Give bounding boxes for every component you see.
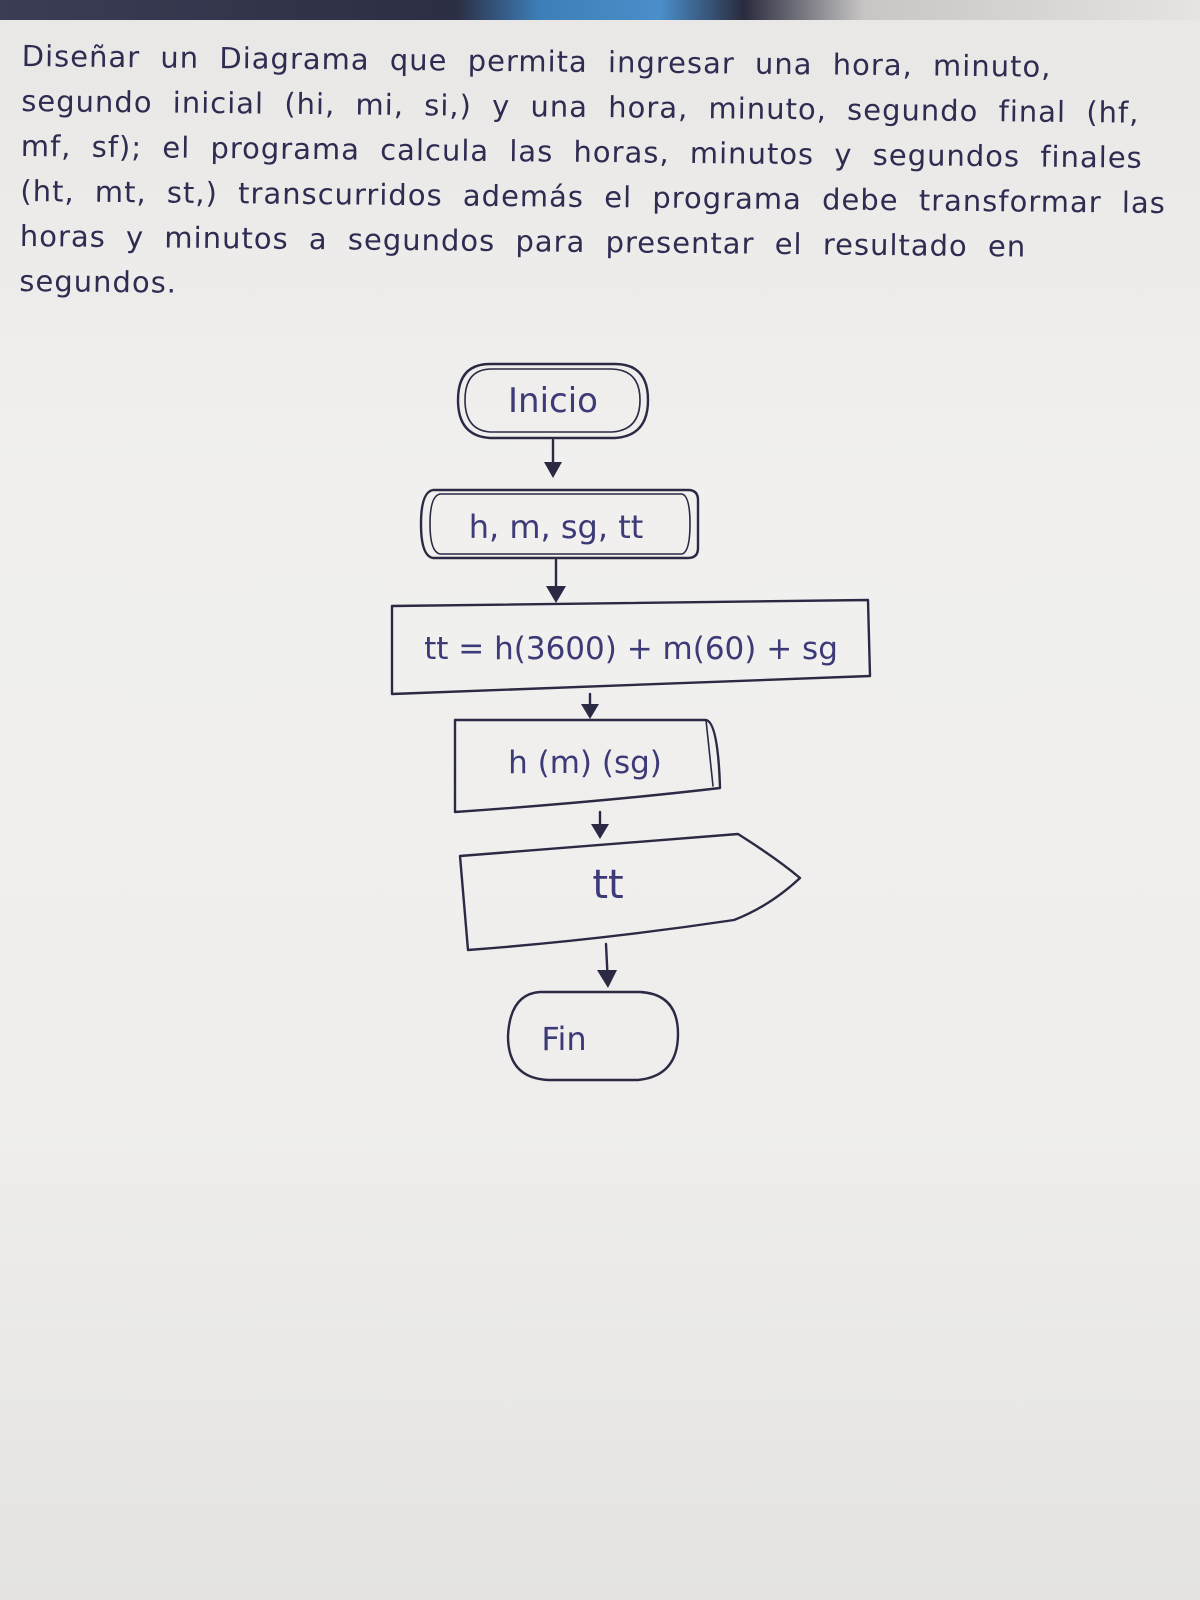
arrow-process-to-process2 <box>581 694 599 719</box>
input-box <box>421 490 698 558</box>
process2-label: h (m) (sg) <box>508 745 662 781</box>
start-terminal <box>458 364 648 438</box>
problem-statement: Diseñar un Diagrama que permita ingresar una hora, minuto, segundo inicial (hi, mi, si,) y una hora, minuto, segundo final (hf, mf, sf); el programa calcula las horas, minutos y segundos finales (ht, mt, st,) transcurridos además el programa debe transformar las horas y minutos a segundos para presentar el resultado en segundos. <box>19 38 1167 300</box>
process-label: tt = h(3600) + m(60) + sg <box>424 631 838 667</box>
end-terminal <box>508 992 678 1080</box>
arrow-output-to-end <box>597 944 617 988</box>
arrow-input-to-process <box>546 560 566 603</box>
arrow-start-to-input <box>544 440 562 478</box>
output-label: tt <box>592 862 624 908</box>
input-label: h, m, sg, tt <box>468 508 644 546</box>
process-box <box>392 600 870 694</box>
arrow-process2-to-output <box>591 812 609 839</box>
output-shape <box>460 834 800 950</box>
process2-box <box>455 720 720 812</box>
end-label: Fin <box>541 1020 587 1058</box>
start-label: Inicio <box>508 381 598 421</box>
